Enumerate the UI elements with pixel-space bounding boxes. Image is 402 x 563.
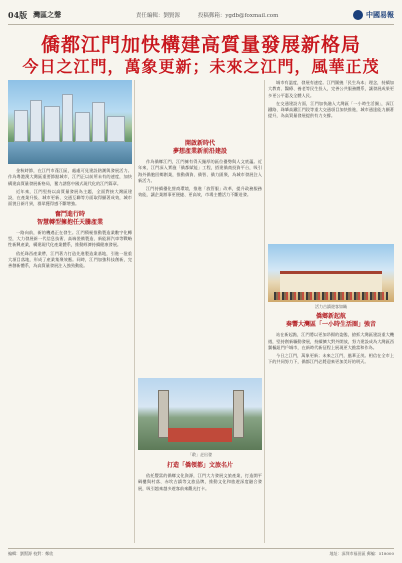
paragraph: 依托豐富的僑鄉文化資源，江門大力發展文旅產業，打造開平碉樓與村落、赤坎古鎮等文旅品牌，推動文化和旅遊深度融合發展，吸引越來越多遊客前來觀光打卡。 <box>138 473 262 491</box>
paragraph: 近年來，江門堅持以高質量發展為主題，全面對接大灣區建設，在產業升級、城市更新、交通互聯等方面取得顯著成效，城市面貌日新月異，群眾獲得感不斷增強。 <box>8 188 132 207</box>
article-column-3 <box>268 80 394 122</box>
paragraph: 在交通建設方面，江門加快融入大灣區「一小時生活圈」，深江鐵路、珠肇高鐵江門段等重大交通項目加快推進，城市通達能力顯著提升，為高質量發展提供有力支撐。 <box>268 100 394 119</box>
logo-icon <box>353 10 363 20</box>
column-divider <box>264 80 265 543</box>
photo-caption: 活力古鎮遊客如織 <box>315 304 347 309</box>
article-column-2 <box>138 80 262 201</box>
email-label: 投稿郵箱：ygdb@foxmail.com <box>197 13 279 19</box>
page-number: 04版 <box>8 9 28 20</box>
paragraph: 金秋時節，在江門市蓬江區，處處可見建設熱潮與發展活力。作為粵港澳大灣區重要節點城市，江門正以前所未有的速度，加快構建高質量發展新格局，奮力譜寫中國式現代化的江門篇章。 <box>8 168 132 186</box>
paragraph: 江門持續優化營商環境，推進「放管服」改革，提升政務服務效能，讓企業辦事更便捷、更高效，市場主體活力不斷迸發。 <box>138 186 262 198</box>
paragraph: 站在新起點，江門將以更加昂揚的姿態，搶抓大灣區建設重大機遇，堅持創新驅動發展，持續擴大對外開放，努力建設成為大灣區西翼樞紐門戶城市，在新時代新征程上展現更大擔當和作為。 <box>268 332 394 350</box>
section-subheading: 奮鬥進行時 智慧轉型擁抱任天騰產業 <box>36 210 103 226</box>
footer-left: 編輯：劉賢源 校對：鄭欣 <box>8 551 54 556</box>
headline-main: 僑都江門加快構建高質量發展新格局 <box>40 34 361 56</box>
section-name: 灣區之聲 <box>33 10 62 19</box>
photo-caption: 「敢」走出發 <box>188 452 212 457</box>
paragraph: 城市有溫度，發展有速度。江門圍繞「民生為本」理念，持續加大教育、醫療、養老等民生投入，完善公共服務體系，讓發展成果更多更公平惠及全體人民。 <box>268 80 394 98</box>
section-subheading: 僑鄉新起航 奏響大灣區「一小時生活圈」強音 <box>285 313 376 329</box>
paragraph: 一路向前，新的機遇正在發生。江門積極推動製造業數字化轉型，大力發展新一代信息技術、高端裝備製造、新能源汽車等戰略性新興產業，構建現代化產業體系，推動經濟持續健康發展。 <box>8 229 132 248</box>
footer-right: 地址：深圳市福田區 郵編：518000 <box>329 551 394 556</box>
ancient-town-photo <box>268 244 394 302</box>
article-column-2-lower <box>138 459 262 494</box>
city-skyline-photo <box>8 80 132 164</box>
headline-sub: 今日之江門，萬象更新；未來之江門，風華正茂 <box>22 57 380 76</box>
paragraph: 作為僑鄉江門，江門擁有得天獨厚的區位優勢與人文底蘊。近年來，江門深入實施「僑都賦能」工程，搭建僑商投資平台，吸引海外僑胞回鄉創業，推動僑資、僑智、僑力匯聚，為城市發展注入新活力。 <box>138 159 262 183</box>
article-column-1 <box>8 168 132 272</box>
column-divider <box>134 80 135 543</box>
page-footer <box>8 548 394 557</box>
editor-label: 責任編輯：劉賢源 <box>135 13 180 19</box>
masthead-logo: 中國易報 <box>353 10 394 20</box>
article-column-3-lower <box>268 304 394 368</box>
paragraph: 依托珠西產業帶，江門著力打造先進製造業基地，引進一批重大項目落地，形成了產業集聚效應。同時，江門加強科技創新，完善創新體系，為高質量發展注入強勁動能。 <box>8 250 132 269</box>
section-subheading: 打造「僑領都」文旅名片 <box>166 462 233 469</box>
landmark-tower-photo <box>138 378 262 450</box>
section-subheading: 開啟新時代 夢想產業新前沿建設 <box>172 140 227 155</box>
paragraph: 今日之江門，萬象更新；未來之江門，風華正茂。相信在全市上下的共同努力下，僑都江門必將迎來更加美好的明天。 <box>268 353 394 365</box>
page-header <box>8 6 394 25</box>
